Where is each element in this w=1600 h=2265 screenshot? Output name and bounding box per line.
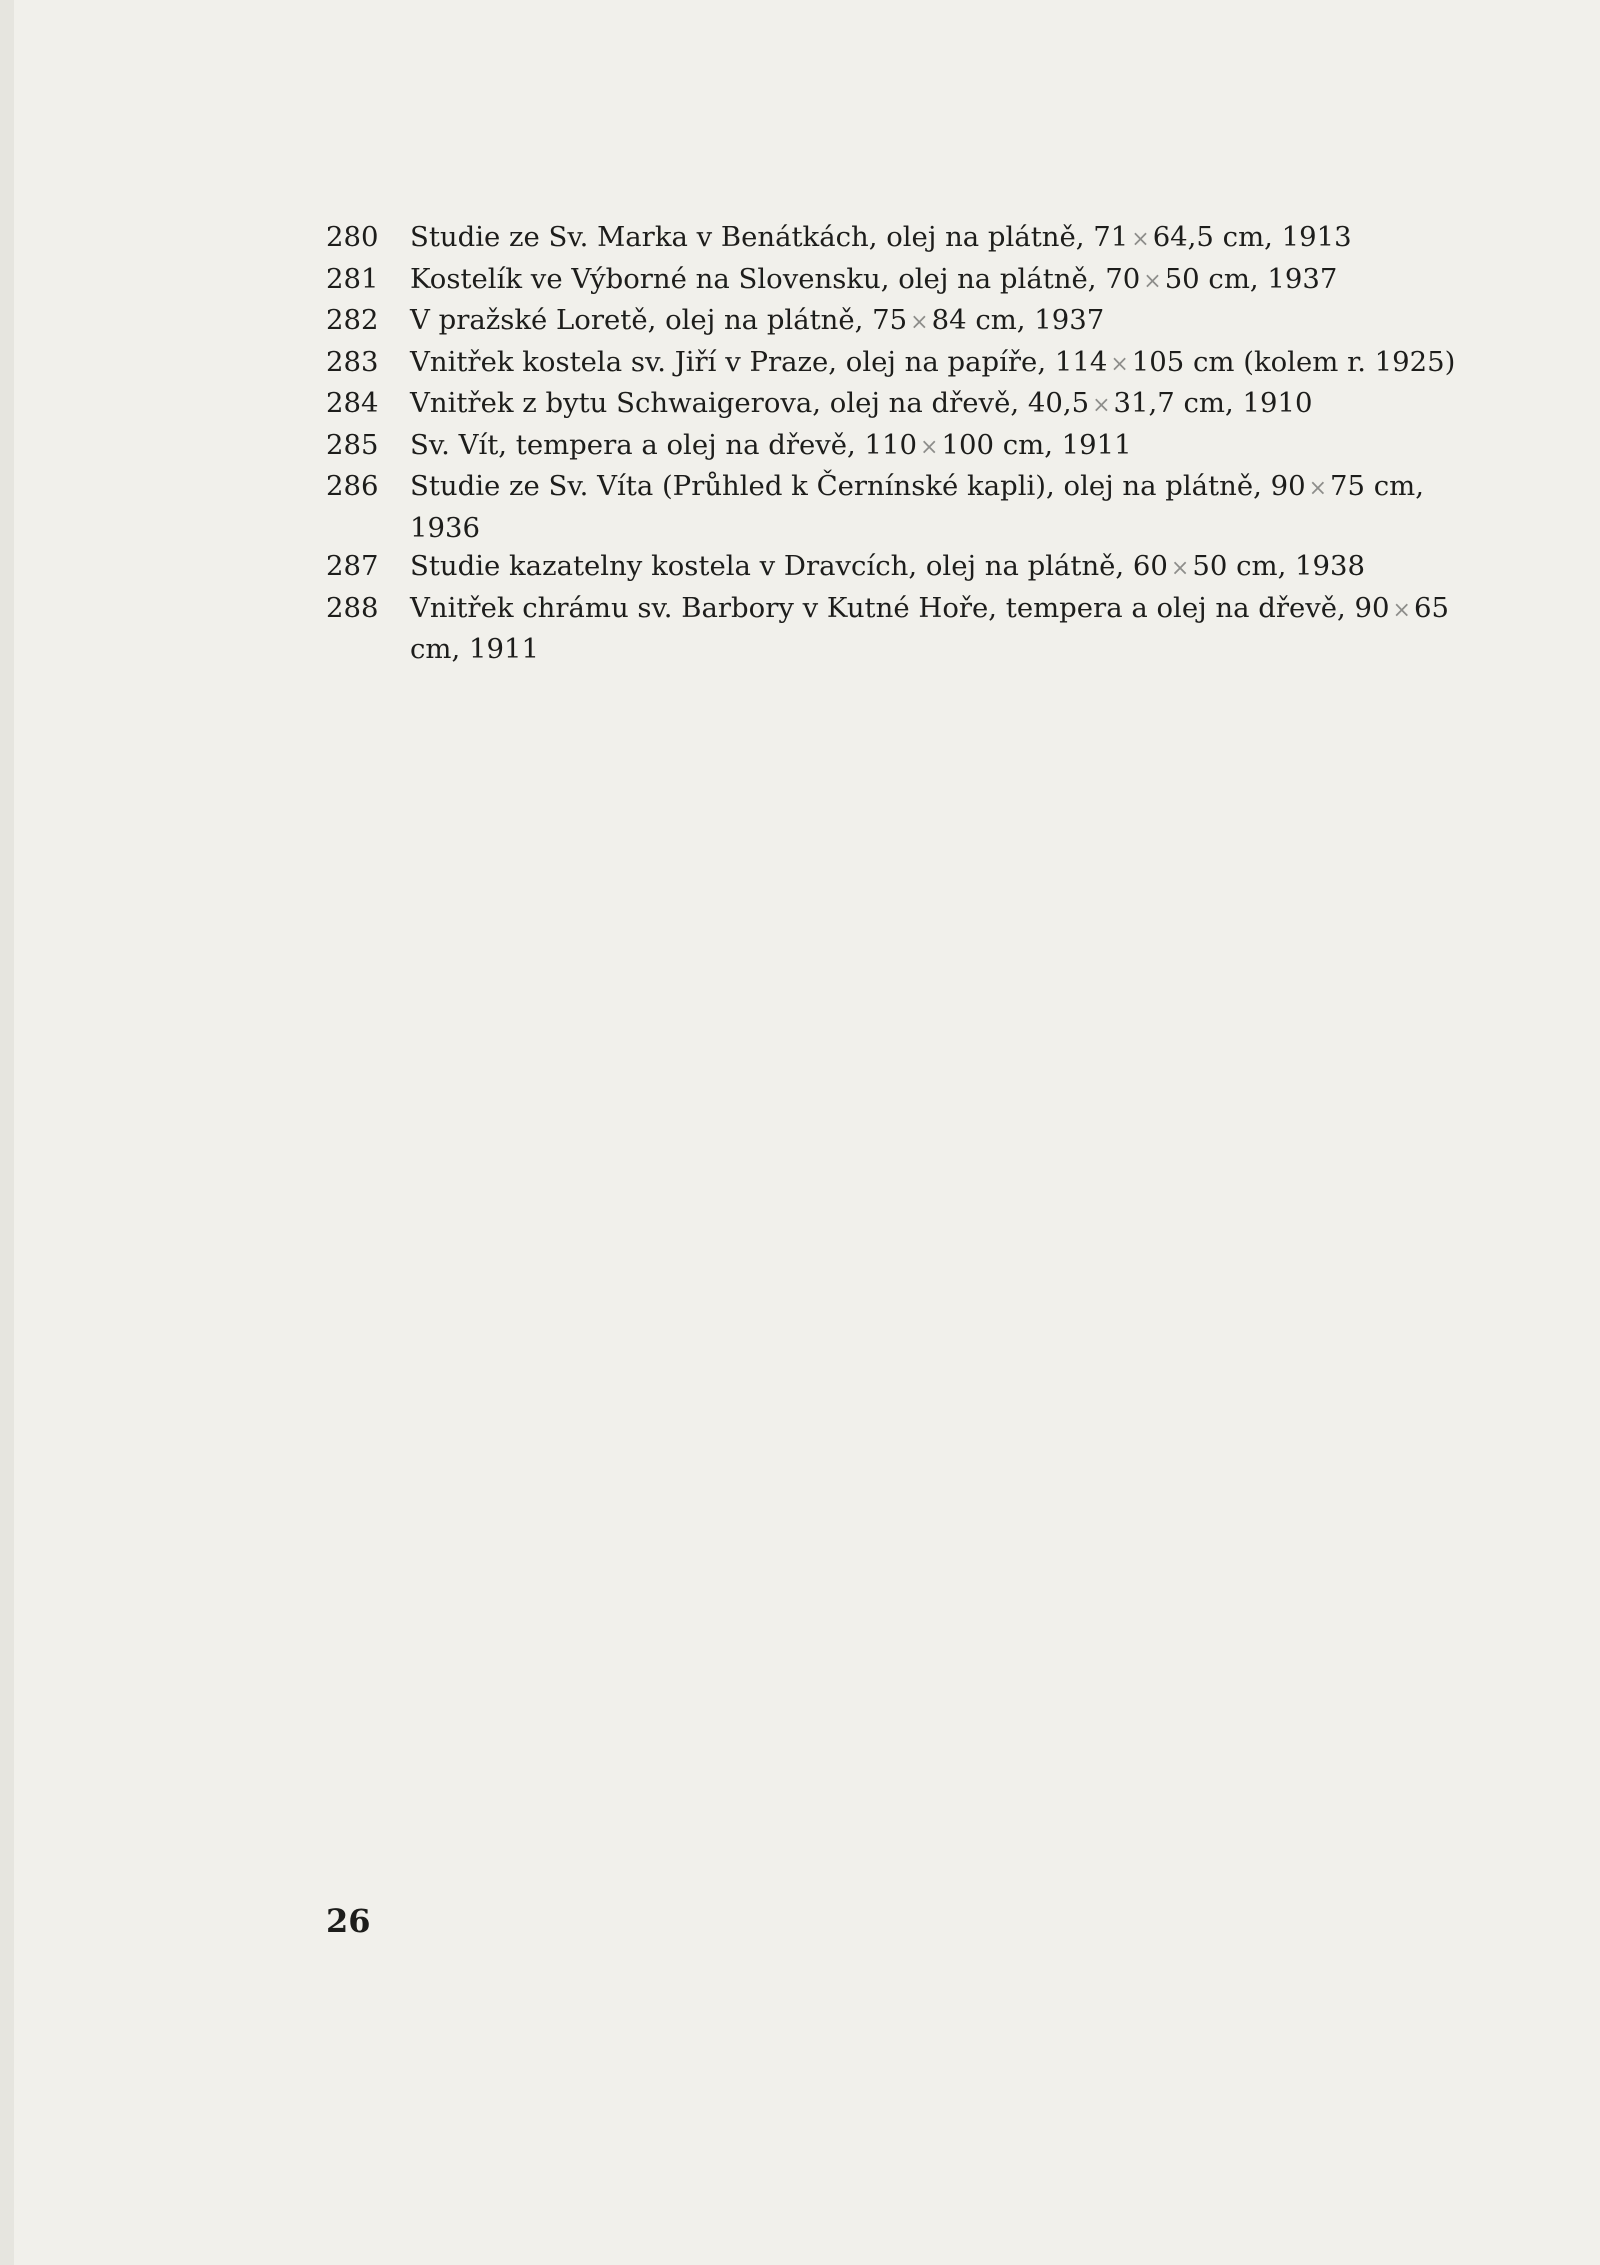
entry-title: Studie ze Sv. Marka v Benátkách, olej na plátně, [410,221,1094,253]
entry-text [410,426,1486,468]
entry-dimensions [1355,592,1449,624]
entry-number: 286 [326,470,379,502]
catalog-entry [326,260,1486,302]
catalog-entry [326,589,1486,669]
entry-dimensions [1271,470,1365,502]
entry-tail: cm, 1937 [1199,262,1338,295]
entry-dimensions [1055,346,1184,378]
catalog-entry [326,218,1486,260]
entry-tail: cm (kolem r. 1925) [1184,345,1456,378]
dimension-width: 90 [1354,591,1390,624]
entry-number: 288 [326,591,379,624]
times-sign: × [920,434,939,460]
dimension-width: 70 [1105,262,1141,295]
entry-dimensions [1133,550,1227,582]
entry-text [410,301,1486,343]
entry-title: V pražské Loretě, olej na plátně, [410,304,873,336]
dimension-height: 31,7 [1113,387,1175,419]
entry-title: Vnitřek chrámu sv. Barbory v Kutné Hoře, tempera a olej na dřevě, [410,591,1355,624]
entry-dimensions [1093,221,1214,253]
entry-dimensions [1028,387,1175,419]
page-number: 26 [326,1902,371,1940]
dimension-width: 60 [1132,550,1168,582]
dimension-width: 114 [1054,345,1108,378]
entry-title: Vnitřek z bytu Schwaigerova, olej na dřevě, [410,387,1028,419]
times-sign: × [910,310,929,335]
entry-title: Studie ze Sv. Víta (Průhled k Černínské kapli), olej na plátně, [410,470,1271,502]
entry-text [410,547,1486,589]
entry-text [410,467,1486,547]
times-sign: × [1110,351,1129,377]
dimension-width: 90 [1270,470,1306,502]
entry-number: 281 [326,262,379,295]
entry-number: 285 [326,428,379,461]
times-sign: × [1143,268,1162,294]
entry-title: Vnitřek kostela sv. Jiří v Praze, olej na papíře, [410,345,1055,378]
entry-number: 282 [326,304,379,336]
entry-text [410,343,1486,385]
dimension-width: 110 [864,428,918,461]
dimension-width: 75 [872,304,908,336]
times-sign: × [1131,227,1150,252]
entry-dimensions [865,429,994,461]
times-sign: × [1170,556,1190,581]
entry-text [410,218,1486,260]
dimension-height: 75 [1330,470,1366,502]
catalog-entry [326,343,1486,385]
entry-number: 284 [326,387,379,419]
entry-tail: cm, 1937 [966,304,1105,336]
catalog-entry [326,547,1486,589]
entry-tail: cm, 1938 [1227,550,1366,582]
catalog-entry [326,384,1486,426]
entry-number: 283 [326,345,379,378]
dimension-height: 105 [1131,345,1185,378]
entry-title: Kostelík ve Výborné na Slovensku, olej na plátně, [410,262,1106,295]
dimension-height: 84 [931,304,967,336]
entry-tail: cm, 1910 [1174,387,1313,419]
entry-text [410,384,1486,426]
entry-tail: cm, 1911 [993,428,1132,461]
entry-tail: cm, 1936 [410,470,1424,544]
entry-dimensions [1105,263,1199,295]
entry-tail: cm, 1913 [1213,221,1352,253]
dimension-width: 71 [1093,221,1129,253]
entry-text [410,260,1486,302]
times-sign: × [1092,393,1111,418]
entry-number: 287 [326,550,379,582]
entry-title: Studie kazatelny kostela v Dravcích, olej na plátně, [410,550,1133,582]
dimension-height: 50 [1164,262,1200,295]
catalog-entry [326,301,1486,343]
entry-text [410,589,1486,669]
times-sign: × [1308,476,1328,501]
entry-title: Sv. Vít, tempera a olej na dřevě, [410,428,865,461]
dimension-height: 100 [941,428,994,461]
dimension-width: 40,5 [1027,387,1090,419]
catalog-list [326,218,1486,669]
dimension-height: 64,5 [1152,221,1214,253]
dimension-height: 65 [1413,591,1449,624]
entry-dimensions [872,304,966,336]
dimension-height: 50 [1192,550,1228,582]
catalog-entry [326,467,1486,547]
entry-number: 280 [326,221,379,253]
entry-tail: cm, 1911 [410,633,539,665]
catalog-entry [326,426,1486,468]
times-sign: × [1392,597,1411,623]
